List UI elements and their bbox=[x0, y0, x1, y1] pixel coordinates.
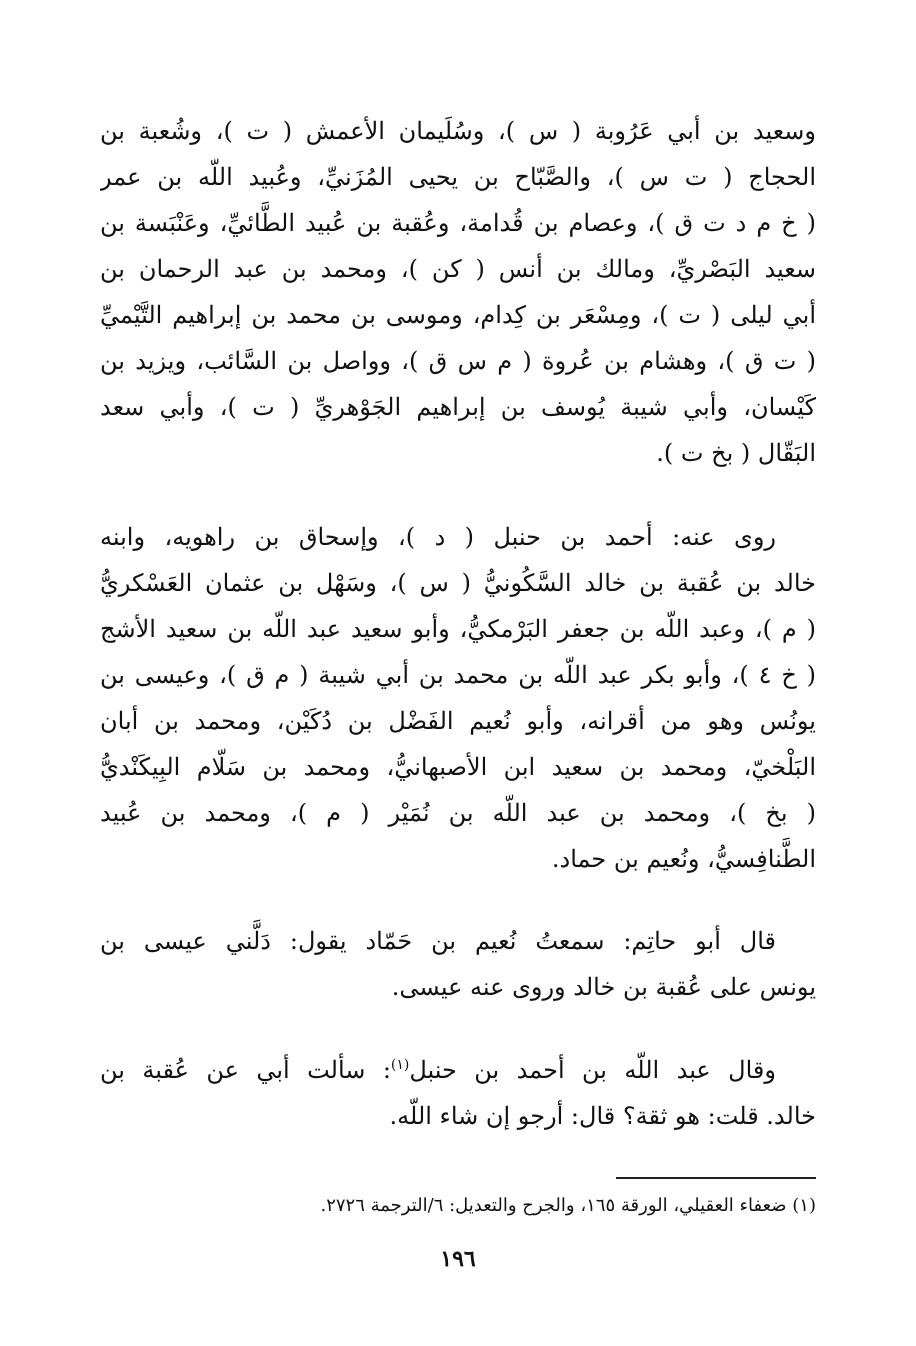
footnote: (١) ضعفاء العقيلي، الورقة ١٦٥، والجرح والتعديل: ٦/الترجمة ٢٧٢٦. bbox=[320, 1195, 816, 1216]
text-line: ( م )، وعبد اللّه بن جعفر البَرْمكيُّ، وأبو سعيد عبد اللّه بن سعيد الأشج bbox=[100, 615, 816, 643]
footnote-reference[interactable]: (١) bbox=[390, 1057, 410, 1073]
text-line: خالد. قلت: هو ثقة؟ قال: أرجو إن شاء اللّه. bbox=[389, 1102, 816, 1130]
paragraph-narrated-by bbox=[100, 514, 816, 882]
text-line: يونس على عُقبة بن خالد وروى عنه عيسى. bbox=[391, 973, 816, 1001]
text-line: سعيد البَصْريِّ، ومالك بن أنس ( كن )، ومحمد بن عبد الرحمان بن bbox=[100, 255, 816, 283]
text-line: ( خ ٤ )، وأبو بكر عبد اللّه بن محمد بن أبي شيبة ( م ق )، وعيسى بن bbox=[100, 661, 816, 689]
text-line: ( ت ق )، وهشام بن عُروة ( م س ق )، وواصل بن السَّائب، ويزيد بن bbox=[100, 347, 816, 375]
text-line: ( بخ )، ومحمد بن عبد اللّه بن نُمَيْر ( م )، ومحمد بن عُبيد bbox=[100, 799, 816, 827]
text-line: وسعيد بن أبي عَرُوبة ( س )، وسُلَيمان الأعمش ( ت )، وشُعبة بن bbox=[100, 117, 816, 145]
paragraph-abu-hatim bbox=[100, 918, 816, 1010]
text-line: يونُس وهو من أقرانه، وأبو نُعيم الفَضْل بن دُكَيْن، ومحمد بن أبان bbox=[100, 707, 816, 735]
text-line: كَيْسان، وأبي شيبة يُوسف بن إبراهيم الجَوْهريِّ ( ت )، وأبي سعد bbox=[100, 393, 816, 421]
text-line: الحجاج ( ت س )، والصَّبّاح بن يحيى المُزَنيِّ، وعُبيد اللّه بن عمر bbox=[100, 163, 816, 191]
paragraph-abdullah-ibn-ahmad bbox=[100, 1047, 816, 1139]
text-line: الطَّنافِسيُّ، ونُعيم بن حماد. bbox=[551, 845, 816, 873]
text-line: البَقّال ( بخ ت ). bbox=[656, 439, 816, 467]
text-line bbox=[100, 1047, 816, 1093]
text-line: ( خ م د ت ق )، وعصام بن قُدامة، وعُقبة بن عُبيد الطَّائيِّ، وعَنْبَسة بن bbox=[100, 209, 816, 237]
text-segment: : سألت أبي عن عُقبة بن bbox=[100, 1056, 391, 1084]
page-number: ١٩٦ bbox=[440, 1246, 476, 1272]
text-line: أبي ليلى ( ت )، ومِسْعَر بن كِدام، وموسى بن محمد بن إبراهيم التَّيْميِّ bbox=[100, 301, 816, 329]
paragraph-narrators-from bbox=[100, 108, 816, 476]
footnote-separator bbox=[616, 1177, 816, 1179]
text-line: روى عنه: أحمد بن حنبل ( د )، وإسحاق بن راهويه، وابنه bbox=[100, 523, 776, 551]
text-segment: وقال عبد اللّه بن أحمد بن حنبل bbox=[409, 1056, 776, 1084]
text-line: خالد بن عُقبة بن خالد السَّكُونيُّ ( س )، وسَهْل بن عثمان العَسْكريُّ bbox=[100, 569, 816, 597]
text-line: البَلْخيّ، ومحمد بن سعيد ابن الأصبهانيُّ، ومحمد بن سَلّام البِيكَنْديُّ bbox=[100, 753, 816, 781]
text-line: قال أبو حاتِم: سمعتُ نُعيم بن حَمّاد يقول: دَلَّني عيسى بن bbox=[100, 927, 776, 955]
